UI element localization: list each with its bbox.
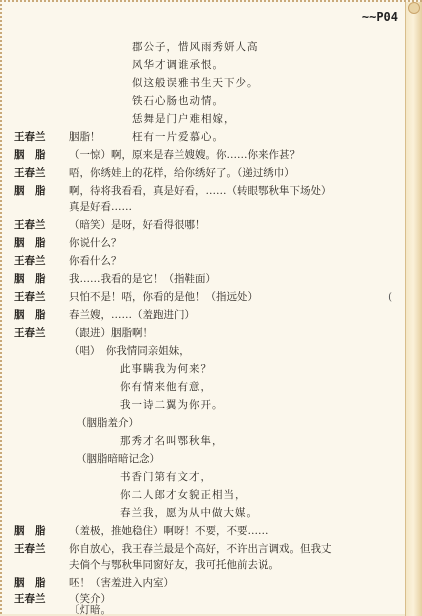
dialogue-line	[14, 130, 404, 144]
page-number: ~~P04	[361, 10, 398, 24]
speaker: 王春兰	[14, 593, 46, 605]
dialogue-line	[14, 272, 404, 286]
line-text: （羞极，推她稳住）啊呀！不要，不要……	[69, 525, 269, 537]
speaker: 胭 脂	[14, 273, 46, 285]
dialogue-line	[14, 308, 404, 322]
dialogue-line	[14, 148, 404, 162]
verse-line: 郡公子，惜风雨秀妍人高	[132, 41, 259, 53]
speaker: 王春兰	[14, 291, 46, 303]
verse-line: 风华才调谁承恨。	[132, 59, 224, 71]
song-line: 春兰我，愿为从中做大媒。	[120, 507, 258, 519]
song-line: （唱） 你我情同亲姐妹，	[69, 345, 190, 357]
line-text: （一惊）啊，原来是春兰嫂嫂。你……你来作甚？	[69, 149, 300, 161]
stage-direction: 〔灯暗。	[69, 604, 111, 616]
line-text: 真是好看……	[69, 201, 132, 213]
speaker: 胭 脂	[14, 309, 46, 321]
line-text: 你说什么？	[69, 237, 122, 249]
scroll-roller	[405, 2, 422, 616]
speaker: 胭 脂	[14, 185, 46, 197]
line-text: （跟进）胭脂啊！	[69, 327, 153, 339]
verse-line: 枉有一片爱慕心。	[132, 131, 224, 143]
stage-direction: （胭脂羞介）	[76, 417, 139, 429]
verse-line: 恁舞是门户难相嫁，	[132, 113, 236, 125]
stage-direction: （胭脂暗暗记念）	[76, 453, 160, 465]
line-text: 啊，待将我看看，真是好看，……（转眼鄂秋隼下场处）	[69, 185, 332, 197]
speaker: 王春兰	[14, 167, 46, 179]
dialogue-line	[14, 236, 404, 250]
verse-line: 似这般误雅书生天下少。	[132, 77, 259, 89]
dialogue-line	[14, 254, 404, 268]
line-text: 春兰嫂，……（羞跑进门）	[69, 309, 195, 321]
dialogue-line	[14, 542, 404, 556]
continuation-line: 夫倘个与鄂秋隼同窗好友，我可托他前去说。	[69, 559, 279, 571]
dialogue-line	[14, 326, 404, 340]
speaker: 王春兰	[14, 131, 46, 143]
song-line: 我一诗二翼为你开。	[120, 399, 224, 411]
line-text: 你自放心，我王春兰最是个高好，不许出言调戏。但我丈	[69, 543, 332, 555]
speaker: 王春兰	[14, 543, 46, 555]
song-line: 此事瞒我为何来？	[120, 363, 212, 375]
dialogue-line	[14, 200, 404, 214]
speaker: 王春兰	[14, 327, 46, 339]
dialogue-line	[14, 290, 404, 304]
speaker: 胭 脂	[14, 149, 46, 161]
song-line: 你有情来他有意，	[120, 381, 212, 393]
dialogue-line	[14, 166, 404, 180]
line-text: 呸！（害羞进入内室）	[69, 577, 174, 589]
line-text: 胭脂！	[69, 131, 101, 143]
speaker: 胭 脂	[14, 237, 46, 249]
line-text: 你看什么？	[69, 255, 122, 267]
song-line: 你二人郎才女貌正相当，	[120, 489, 247, 501]
song-line: 书香门第有文才，	[120, 471, 212, 483]
speaker: 胭 脂	[14, 525, 46, 537]
song-line: 那秀才名叫鄂秋隼，	[120, 435, 224, 447]
dialogue-line	[14, 218, 404, 232]
margin-mark: (	[388, 292, 392, 303]
speaker: 王春兰	[14, 255, 46, 267]
dialogue-line	[14, 524, 404, 538]
speaker: 胭 脂	[14, 577, 46, 589]
line-text: 只怕不是！唔，你看的是他！（指远处）	[69, 291, 258, 303]
line-text: （笑介）	[69, 593, 111, 605]
dialogue-line	[14, 576, 404, 590]
line-text: 唔，你绣娃上的花样，给你绣好了。（递过绣巾）	[69, 167, 295, 179]
line-text: 我……我看的是它！（指鞋面）	[69, 273, 216, 285]
line-text: （暗笑）是呀，好看得很哪！	[69, 219, 206, 231]
verse-line: 铁石心肠也动情。	[132, 95, 224, 107]
speaker: 王春兰	[14, 219, 46, 231]
dialogue-line	[14, 184, 404, 198]
